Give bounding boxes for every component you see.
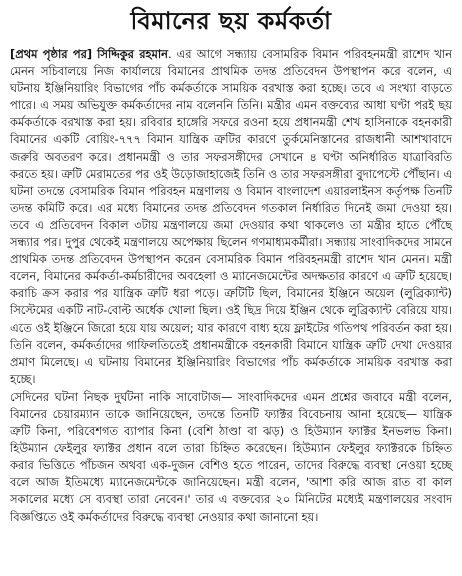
byline: সিদ্দিকুর রহমান <box>97 47 168 61</box>
headline: বিমানের ছয় কর্মকর্তা <box>130 7 332 35</box>
continuation-label: [প্রথম পৃষ্ঠার পর] <box>10 47 93 61</box>
article-body <box>10 46 452 526</box>
paragraph-text: সেদিনের ঘটনা নিছক দুর্ঘটনা নাকি সাবোটাজ— সাংবাদিকদের এমন প্রশ্নের জবাবে মন্ত্রী বলেন, বিমানের চেয়ারম্যান তাকে জানিয়েছেন, তদন্তে তিনটি ফ্যাক্টর বিবেচনায় আনা হয়েছে— যান্ত্রিক ত্রুটি কিনা, পরিবেশগত ব্যাপার কিনা (বেশি ঠাণ্ডা বা ঝড়) ও হিউম্যান ফ্যাক্টর ইনভলভ কিনা। হিউম্যান ফেইলুর ফ্যাক্টর প্রধান বলে তারা চিহ্নিত করেছেন। হিউম্যান ফেইলুর ফ্যাক্টরকে চিহ্নিত করার ভিত্তিতে পাঁচজন অথবা এক-দুজন বেশিও হতে পারেন, তাদের বিরুদ্ধে ব্যবস্থা নেওয়া হচ্ছে বলে আজ ইতিমধ্যে ম্যানেজমেন্টকে জানিয়েছেন। মন্ত্রী বলেন, 'আশা করি আজ রাত বা কাল সকালের মধ্যে সে ব্যবস্থা তারা নেবেন।' তার এ বক্তব্যের ২০ মিনিটের মধ্যেই মন্ত্রণালয়ের সংবাদ বিজ্ঞপ্তিতে ওই কর্মকর্তাদের বিরুদ্ধে ব্যবস্থা নেওয়ার কথা জানানো হয়। <box>10 389 452 524</box>
paragraph-text: . এর আগে সন্ধ্যায় বেসামরিক বিমান পরিবহনমন্ত্রী রাশেদ খান মেনন সচিবালয়ে নিজ কার্যালয়ে বিমানের প্রাথমিক তদন্ত প্রতিবেদন উপস্থাপন করে বলেন, এ ঘটনায় ইঞ্জিনিয়ারিং বিভাগের পাঁচ কর্মকর্তাকে সাময়িক বরখাস্ত করা হচ্ছে। তবে এ সংখ্যা বাড়তে পারে। এ সময় অভিযুক্ত কর্মকর্তাদের নাম বলেননি তিনি। মন্ত্রীর এমন বক্তব্যের আধা ঘণ্টা পরই ছয় কর্মকর্তাকে বরখাস্ত করা হয়। রবিবার হাঙ্গেরি সফরে রওনা হয়ে প্রধানমন্ত্রী শেখ হাসিনাকে বহনকারী বিমানের একটি বোয়িং-৭৭৭ বিমান যান্ত্রিক ত্রুটির কারণে তুর্কমেনিস্তানের রাজধানী আশখাবাদে জরুরি অবতরণ করে। প্রধানমন্ত্রী ও তার সফরসঙ্গীদের সেখানে ৪ ঘণ্টা অনির্ধারিত যাত্রাবিরতি করতে হয়। ত্রুটি মেরামতের পর ওই উড়োজাহাজেই তিনি ও তার সফরসঙ্গীরা বুদাপেস্টে পৌঁছান। এ ঘটনা তদন্তে বেসামরিক বিমান পরিবহন মন্ত্রণালয় ও বিমান বাংলাদেশ এয়ারলাইনস কর্তৃপক্ষ তিনটি তদন্ত কমিটি করে। এর মধ্যে বিমানের তদন্ত প্রতিবেদন গতকাল নির্ধারিত দিনেই জমা দেওয়া হয়। তবে এ প্রতিবেদন বিকাল ৩টায় মন্ত্রণালয়ে জমা দেওয়ার কথা থাকলেও তা মন্ত্রীর হাতে পৌঁছে সন্ধ্যার পর। দুপুর থেকেই মন্ত্রণালয়ে অপেক্ষায় ছিলেন গণমাধ্যমকর্মীরা। সন্ধ্যায় সাংবাদিকদের সামনে প্রাথমিক তদন্ত প্রতিবেদন উপস্থাপন করেন বেসামরিক বিমান পরিবহনমন্ত্রী রাশেদ খান মেনন। মন্ত্রী বলেন, বিমানের কর্মকর্তা-কর্মচারীদের অবহেলা ও ম্যানেজমেন্টের অদক্ষতার কারণে এ ত্রুটি হয়েছে। করাচি ক্রস করার পর যান্ত্রিক ত্রুটি ধরা পড়ে। ত্রুটিটি ছিল, বিমানের ইঞ্জিনে অয়েল (লুব্রিক্যান্ট) সিস্টেমের একটি নাট-বোল্ট অর্ধেক খোলা ছিল। ওই ছিদ্র দিয়ে ইঞ্জিন থেকে লুব্রিক্যান্ট বেরিয়ে যায়। এতে ওই ইঞ্জিনে জিরো হয়ে যায় অয়েল; যার কারণে বাধ্য হয়ে ফ্লাইটের গতিপথ পরিবর্তন করা হয়। তিনি বলেন, কর্মকর্তাদের গাফিলতিতেই প্রধানমন্ত্রীকে বহনকারী বিমানে যান্ত্রিক ত্রুটি দেখা দেওয়ার প্রমাণ মিলেছে। এ ঘটনায় বিমানের ইঞ্জিনিয়ারিং বিভাগের পাঁচ কর্মকর্তাকে সাময়িক বরখাস্ত করা হচ্ছে। <box>10 47 452 386</box>
article-paragraph <box>10 389 452 526</box>
article-paragraph <box>10 46 452 388</box>
